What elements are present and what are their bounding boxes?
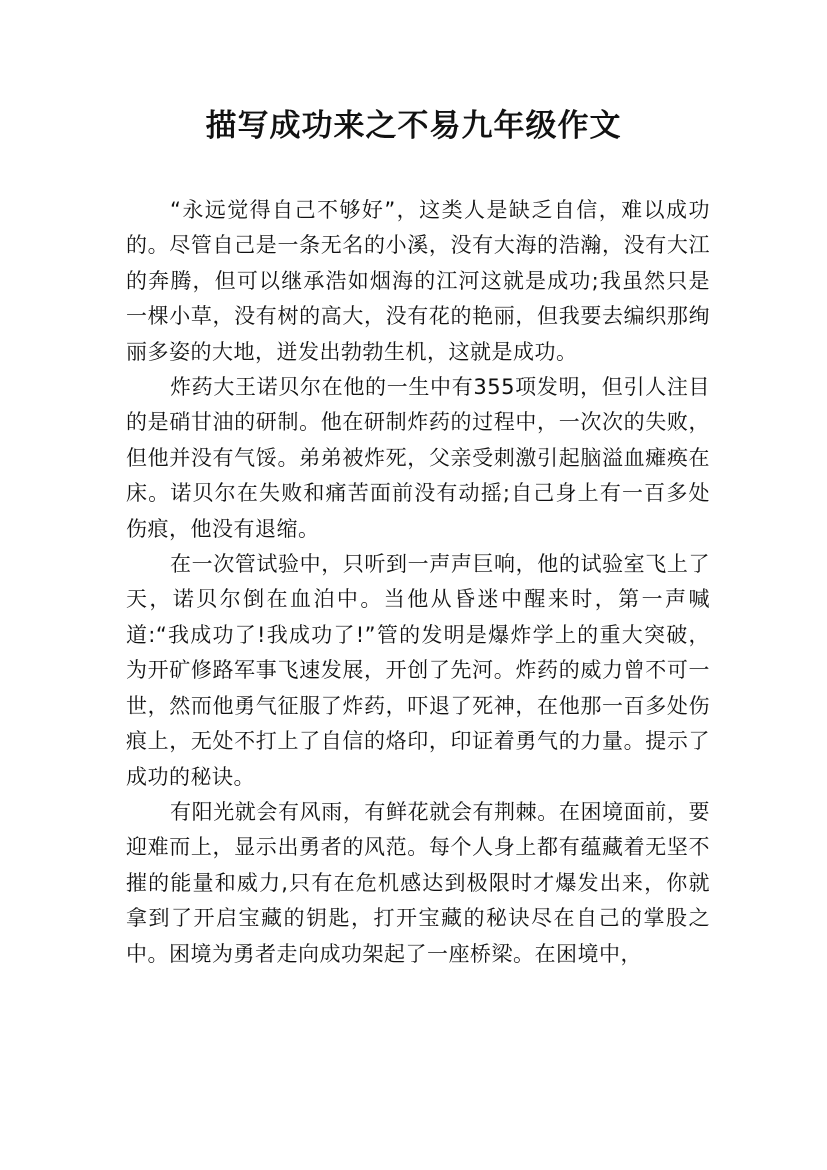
- paragraph-2: 炸药大王诺贝尔在他的一生中有355项发明，但引人注目的是硝甘油的研制。他在研制炸药的过程中，一次次的失败，但他并没有气馁。弟弟被炸死，父亲受刺激引起脑溢血瘫痪在床。诺贝尔在失败和痛苦面前没有动摇;自己身上有一百多处伤痕，他没有退缩。: [126, 375, 710, 541]
- paragraph-1: “永远觉得自己不够好”，这类人是缺乏自信，难以成功的。尽管自己是一条无名的小溪，没有大海的浩瀚，没有大江的奔腾，但可以继承浩如烟海的江河这就是成功;我虽然只是一棵小草，没有树的高大，没有花的艳丽，但我要去编织那绚丽多姿的大地，迸发出勃勃生机，这就是成功。: [126, 198, 710, 364]
- paragraph-3: 在一次管试验中，只听到一声声巨响，他的试验室飞上了天，诺贝尔倒在血泊中。当他从昏迷中醒来时，第一声喊道:“我成功了!我成功了!”管的发明是爆炸学上的重大突破，为开矿修路军事飞速发展，开创了先河。炸药的威力曾不可一世，然而他勇气征服了炸药，吓退了死神，在他那一百多处伤痕上，无处不打上了自信的烙印，印证着勇气的力量。提示了成功的秘诀。: [126, 552, 710, 789]
- paragraph-4: 有阳光就会有风雨，有鲜花就会有荆棘。在困境面前，要迎难而上，显示出勇者的风范。每个人身上都有蕴藏着无坚不摧的能量和威力,只有在危机感达到极限时才爆发出来，你就拿到了开启宝藏的钥匙，打开宝藏的秘诀尽在自己的掌股之中。困境为勇者走向成功架起了一座桥梁。在困境中，: [126, 799, 710, 966]
- document-body: [126, 193, 710, 972]
- document-title: 描写成功来之不易九年级作文: [205, 108, 622, 144]
